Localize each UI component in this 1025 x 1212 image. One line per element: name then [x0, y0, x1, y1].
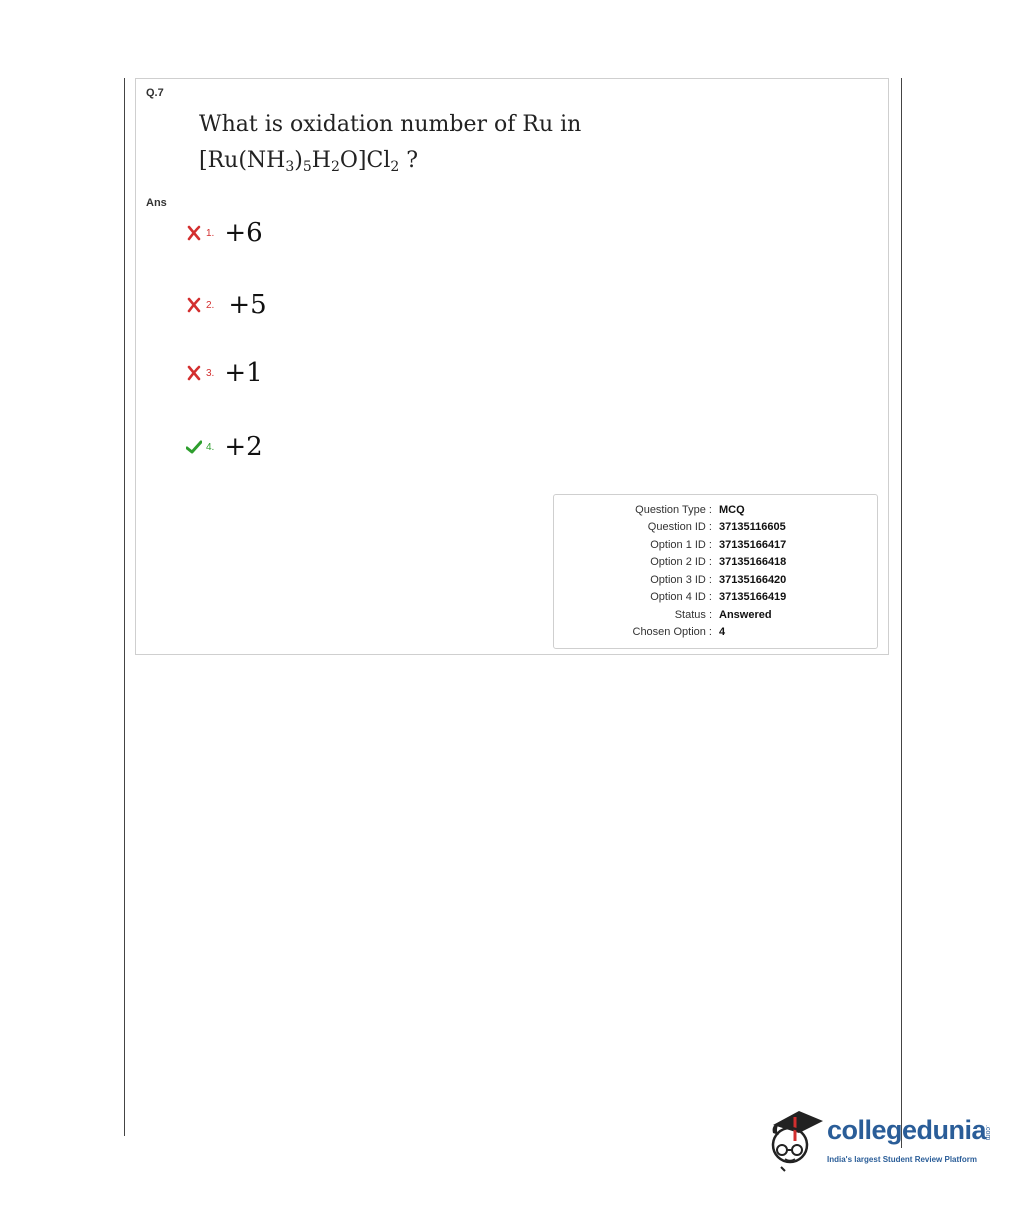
- cross-icon: [186, 365, 202, 381]
- question-panel: [135, 78, 889, 655]
- option-text: +6: [224, 218, 263, 248]
- collegedunia-logo: [765, 1103, 995, 1173]
- question-meta-panel: [553, 494, 878, 649]
- meta-question-type: Question Type : MCQ: [635, 504, 745, 516]
- cross-icon: [186, 225, 202, 241]
- option-text: +2: [224, 432, 263, 462]
- question-formula: $[Ru(NH_3)_5H_2O]Cl_2$ ?: [199, 148, 419, 175]
- meta-option-4-id: Option 4 ID : 37135166419: [650, 591, 787, 603]
- option-text: +1: [224, 358, 263, 388]
- answer-label: Ans: [146, 197, 167, 209]
- option-3: [186, 358, 263, 388]
- logo-tagline: India's largest Student Review Platform: [827, 1155, 977, 1164]
- option-2: [186, 290, 267, 320]
- page-border-left: [124, 78, 125, 1136]
- meta-status: Status : Answered: [674, 609, 772, 621]
- option-number: 2.: [206, 299, 215, 311]
- page-border-right: [901, 78, 902, 1148]
- question-number: Q.7: [146, 87, 164, 99]
- cross-icon: [186, 297, 202, 313]
- question-text: [199, 107, 719, 185]
- mascot-icon: [765, 1103, 825, 1173]
- option-number: 1.: [206, 227, 215, 239]
- meta-question-id: Question ID : 37135116605: [647, 521, 786, 533]
- logo-wordmark: collegedunia: [827, 1115, 987, 1145]
- option-text: +5: [228, 290, 267, 320]
- option-1: [186, 218, 263, 248]
- option-number: 4.: [206, 441, 215, 453]
- meta-chosen-option: Chosen Option : 4: [632, 626, 726, 638]
- option-4: [186, 432, 263, 462]
- meta-option-2-id: Option 2 ID : 37135166418: [650, 556, 787, 568]
- logo-suffix: .com: [984, 1125, 991, 1141]
- option-number: 3.: [206, 367, 215, 379]
- meta-option-3-id: Option 3 ID : 37135166420: [650, 574, 787, 586]
- question-text-line1: What is oxidation number of Ru in: [199, 112, 582, 137]
- checkmark-icon: [186, 439, 202, 455]
- meta-option-1-id: Option 1 ID : 37135166417: [650, 539, 787, 551]
